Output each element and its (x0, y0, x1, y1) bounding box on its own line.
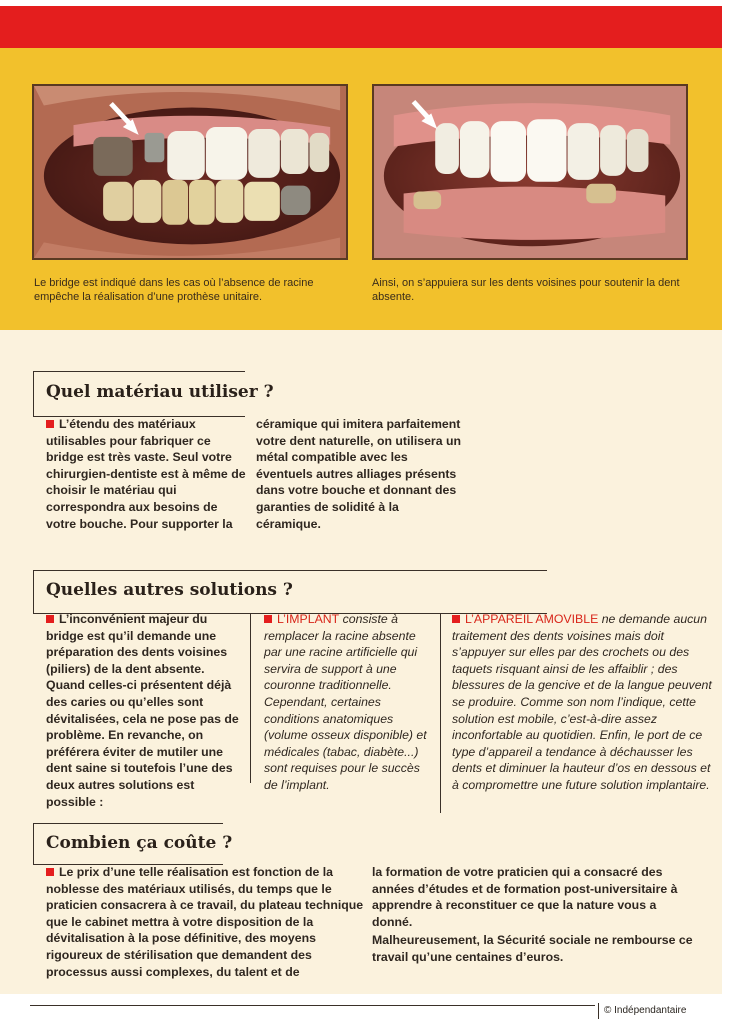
bullet-square-icon (46, 420, 54, 428)
section1-col1-text: L’étendu des matériaux utilisables pour fabriquer ce bridge est très vaste. Seul votre chirurgien-dentiste est à même de choisir le matériau qui correspondra aux besoins de votre bouche. Pour supporter la (46, 417, 246, 531)
section3-left-rule (33, 823, 34, 865)
top-red-band (0, 6, 722, 48)
bullet-square-icon (46, 615, 54, 623)
section1-left-rule (33, 371, 34, 417)
section2-col1-text: L’inconvénient majeur du bridge est qu’il demande une préparation des dents voisines (piliers) de la dent absente. Quand celles-ci présentent déjà des caries ou qu’elles sont dévitalisées, cela ne pose pas de problème. En revanche, on préférera éviter de mutiler une dent saine si toutefois l’une des deux autres solutions est possible : (46, 612, 239, 809)
section2-left-rule (33, 570, 34, 614)
section2-divider-2 (440, 613, 441, 813)
section1-col1 (46, 416, 246, 532)
footer-credit: © Indépendantaire (604, 1005, 687, 1016)
bullet-square-icon (264, 615, 272, 623)
section2-top-rule (33, 570, 547, 571)
section2-col1 (46, 611, 242, 810)
section1-top-rule (33, 371, 245, 372)
section2-title: Quelles autres solutions ? (46, 580, 293, 600)
section3-col1-text: Le prix d’une telle réalisation est fonction de la noblesse des matériaux utilisés, du temps que le praticien consacrera à ce travail, du plateau technique que le cabinet mettra à votre disposition de la dévitalisation à la pose définitive, des moyens rigoureux de stérilisation que demandent des processus aussi complexes, du talent et de (46, 865, 364, 979)
section2-col2-text: consiste à remplacer la racine absente par une racine artificielle qui servira de support à une couronne traditionnelle. Cependant, certaines conditions anatomiques (volume osseux disponible) et médicales (tabac, diabète...) sont requises pour le succès de l’implant. (264, 612, 427, 792)
section3-col1 (46, 864, 364, 980)
section3-top-rule (33, 823, 223, 824)
section1-col2: céramique qui imitera parfaitement votre dent naturelle, on utilisera un métal compatible avec les éventuels autres alliages présents dans votre bouche et donnant des garanties de solidité à la céramique. (256, 417, 461, 531)
section1-title: Quel matériau utiliser ? (46, 382, 274, 402)
photo-missing-tooth (32, 84, 348, 260)
section2-col3-text: ne demande aucun traitement des dents voisines mais doit s’appuyer sur elles par des crochets ou des taquets risquant ainsi de les affaiblir ; des blessures de la gencive et de la langue peuvent se produire. Comme son nom l’indique, cette solution est mobile, c’est-à-dire assez inconfortable au quotidien. Enfin, le port de ce type d’appareil a tendance à déchausser les dents et diminuer la hauteur d’os en dessous et à compromettre une future solution implantaire. (452, 612, 712, 792)
caption-right: Ainsi, on s’appuiera sur les dents voisines pour soutenir la dent absente. (372, 277, 680, 303)
footer-divider (598, 1003, 599, 1019)
photo-bridge (372, 84, 688, 260)
removable-label: L’APPAREIL AMOVIBLE (465, 612, 599, 626)
bullet-square-icon (46, 868, 54, 876)
bullet-square-icon (452, 615, 460, 623)
section3-title: Combien ça coûte ? (46, 833, 233, 853)
section2-col2 (264, 611, 432, 794)
section3-col2a: la formation de votre praticien qui a consacré des années d’études et de formation post-universitaire à apprendre à reconstituer ce que la nature vous a donné. (372, 865, 678, 929)
caption-left: Le bridge est indiqué dans les cas où l’absence de racine empêche la réalisation d’une prothèse unitaire. (34, 277, 314, 303)
section2-col3 (452, 611, 714, 794)
section3-col2b: Malheureusement, la Sécurité sociale ne rembourse ce travail qu’une centaines d’euros. (372, 933, 693, 964)
footer-rule (30, 1005, 595, 1006)
implant-label: L’IMPLANT (277, 612, 340, 626)
section2-divider-1 (250, 613, 251, 783)
